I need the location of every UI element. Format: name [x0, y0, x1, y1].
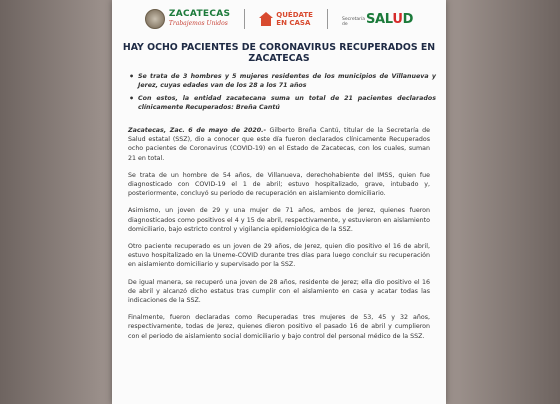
article-body [128, 126, 430, 341]
zacatecas-name: ZACATECAS [168, 9, 231, 19]
press-release-document [112, 0, 446, 404]
paragraph-2: Se trata de un hombre de 54 años, de Villanueva, derechohabiente del IMSS, quien fue diagnosticado con COVID-19 el 1 de abril; estuvo hospitalizado, grave, intubado y, posteriormente, concluyó su periodo de recuperación en aislamiento domiciliario. [128, 171, 430, 198]
zacatecas-logo [145, 9, 230, 29]
summary-bullet: • Con estos, la entidad zacatecana suma un total de 21 pacientes declarados clínicamente Recuperados: Breña Cantú [138, 94, 436, 112]
paragraph-1: Zacatecas, Zac. 6 de mayo de 2020.- Gilberto Breña Cantú, titular de la Secretaría de Salud estatal (SSZ), dio a conocer que este día fueron declarados clínicamente Recuperados ocho pacientes de Coronavirus (COVID-19) en el Estado de Zacatecas, con los cuales, suman 21 en total. [128, 127, 430, 162]
salud-word: SALUD [365, 11, 414, 27]
summary-bullet: • Se trata de 3 hombres y 5 mujeres residentes de los municipios de Villanueva y Jerez, cuyas edades van de los 28 a los 71 años [138, 72, 436, 90]
salud-logo [342, 12, 413, 27]
dateline: Zacatecas, Zac. 6 de mayo de 2020.- [128, 127, 267, 134]
logo-divider [327, 9, 328, 29]
summary-bullets [130, 72, 436, 112]
paragraph-3: Asimismo, un joven de 29 y una mujer de 71 años, ambos de Jerez, quienes fueron diagnosticados como positivos el 4 y 15 de abril, respectivamente, y estuvieron en aislamiento domiciliario, bajo estricto control y vigilancia epidemiológica de la SSZ. [128, 207, 430, 233]
blurred-background-left [0, 0, 120, 404]
paragraph-5: De igual manera, se recuperó una joven de 28 años, residente de Jerez; ella dio positivo el 16 de abril y alcanzó dicho estatus tras cumplir con el aislamiento en casa y acatar todas las indicaciones de la SSZ. [128, 278, 430, 305]
header-logos [112, 4, 446, 34]
paragraph-4: Otro paciente recuperado es un joven de 29 años, de Jerez, quien dio positivo el 16 de abril, estuvo hospitalizado en la Uneme-COVID durante tres días para luego concluir su recuperación en aislamiento domiciliario y supervisado por la SSZ. [128, 243, 430, 269]
zacatecas-slogan: Trabajemos Unidos [168, 20, 228, 27]
quedate-en-casa-logo [259, 11, 313, 27]
headline: HAY OCHO PACIENTES DE CORONAVIRUS RECUPERADOS EN ZACATECAS [122, 42, 436, 64]
logo-divider [244, 9, 245, 29]
quedate-line1: QUÉDATE [276, 11, 313, 19]
salud-secretaria: Secretaría de [341, 16, 365, 27]
state-seal-icon [145, 9, 165, 29]
paragraph-6: Finalmente, fueron declaradas como Recuperadas tres mujeres de 53, 45 y 32 años, respectivamente, todas de Jerez, quienes dieron positivo el pasado 16 de abril y cumplieron con el periodo de aislamiento social domiciliario y bajo control del personal médico de la SSZ. [128, 314, 430, 340]
blurred-background-right [440, 0, 560, 404]
quedate-line2: EN CASA [276, 19, 311, 27]
house-icon [259, 12, 273, 26]
